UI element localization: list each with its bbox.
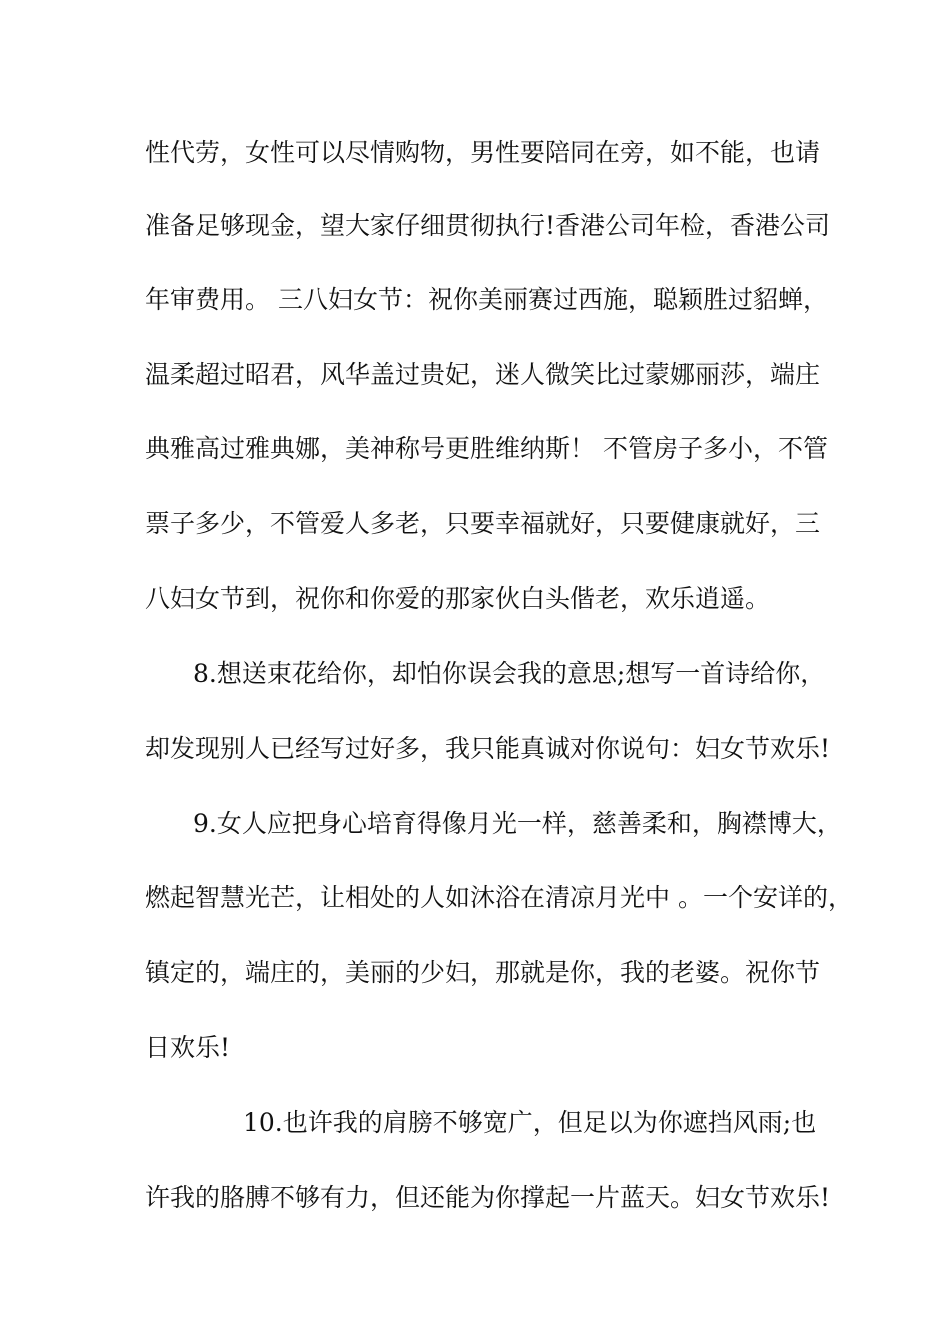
text-line: 许我的胳膊不够有力，但还能为你撑起一片蓝天。妇女节欢乐! xyxy=(145,1183,831,1212)
paragraph-first-line: 10.也许我的肩膀不够宽广，但足以为你遮挡风雨;也 xyxy=(243,1108,817,1137)
text-line: 温柔超过昭君，风华盖过贵妃，迷人微笑比过蒙娜丽莎，端庄 xyxy=(145,360,821,389)
text-line: 准备足够现金，望大家仔细贯彻执行!香港公司年检，香港公司 xyxy=(145,211,831,240)
text-line: 却发现别人已经写过好多，我只能真诚对你说句：妇女节欢乐! xyxy=(145,734,831,763)
text-line: 日欢乐! xyxy=(145,1033,231,1062)
text-line: 票子多少，不管爱人多老，只要幸福就好，只要健康就好，三 xyxy=(145,509,821,538)
paragraph-first-line: 9.女人应把身心培育得像月光一样，慈善柔和，胸襟博大， xyxy=(193,809,842,838)
text-line: 性代劳，女性可以尽情购物，男性要陪同在旁，如不能，也请 xyxy=(145,138,821,167)
text-line: 八妇女节到，祝你和你爱的那家伙白头偕老，欢乐逍遥。 xyxy=(145,584,771,613)
paragraph-first-line: 8.想送束花给你，却怕你误会我的意思;想写一首诗给你， xyxy=(193,659,826,688)
text-line: 典雅高过雅典娜，美神称号更胜维纳斯！ 不管房子多小，不管 xyxy=(145,434,828,463)
text-line: 年审费用。 三八妇女节：祝你美丽赛过西施，聪颖胜过貂蝉， xyxy=(145,285,828,314)
text-line: 镇定的，端庄的，美丽的少妇，那就是你，我的老婆。祝你节 xyxy=(145,958,821,987)
text-line: 燃起智慧光芒，让相处的人如沐浴在清凉月光中 。一个安详的， xyxy=(145,883,853,912)
